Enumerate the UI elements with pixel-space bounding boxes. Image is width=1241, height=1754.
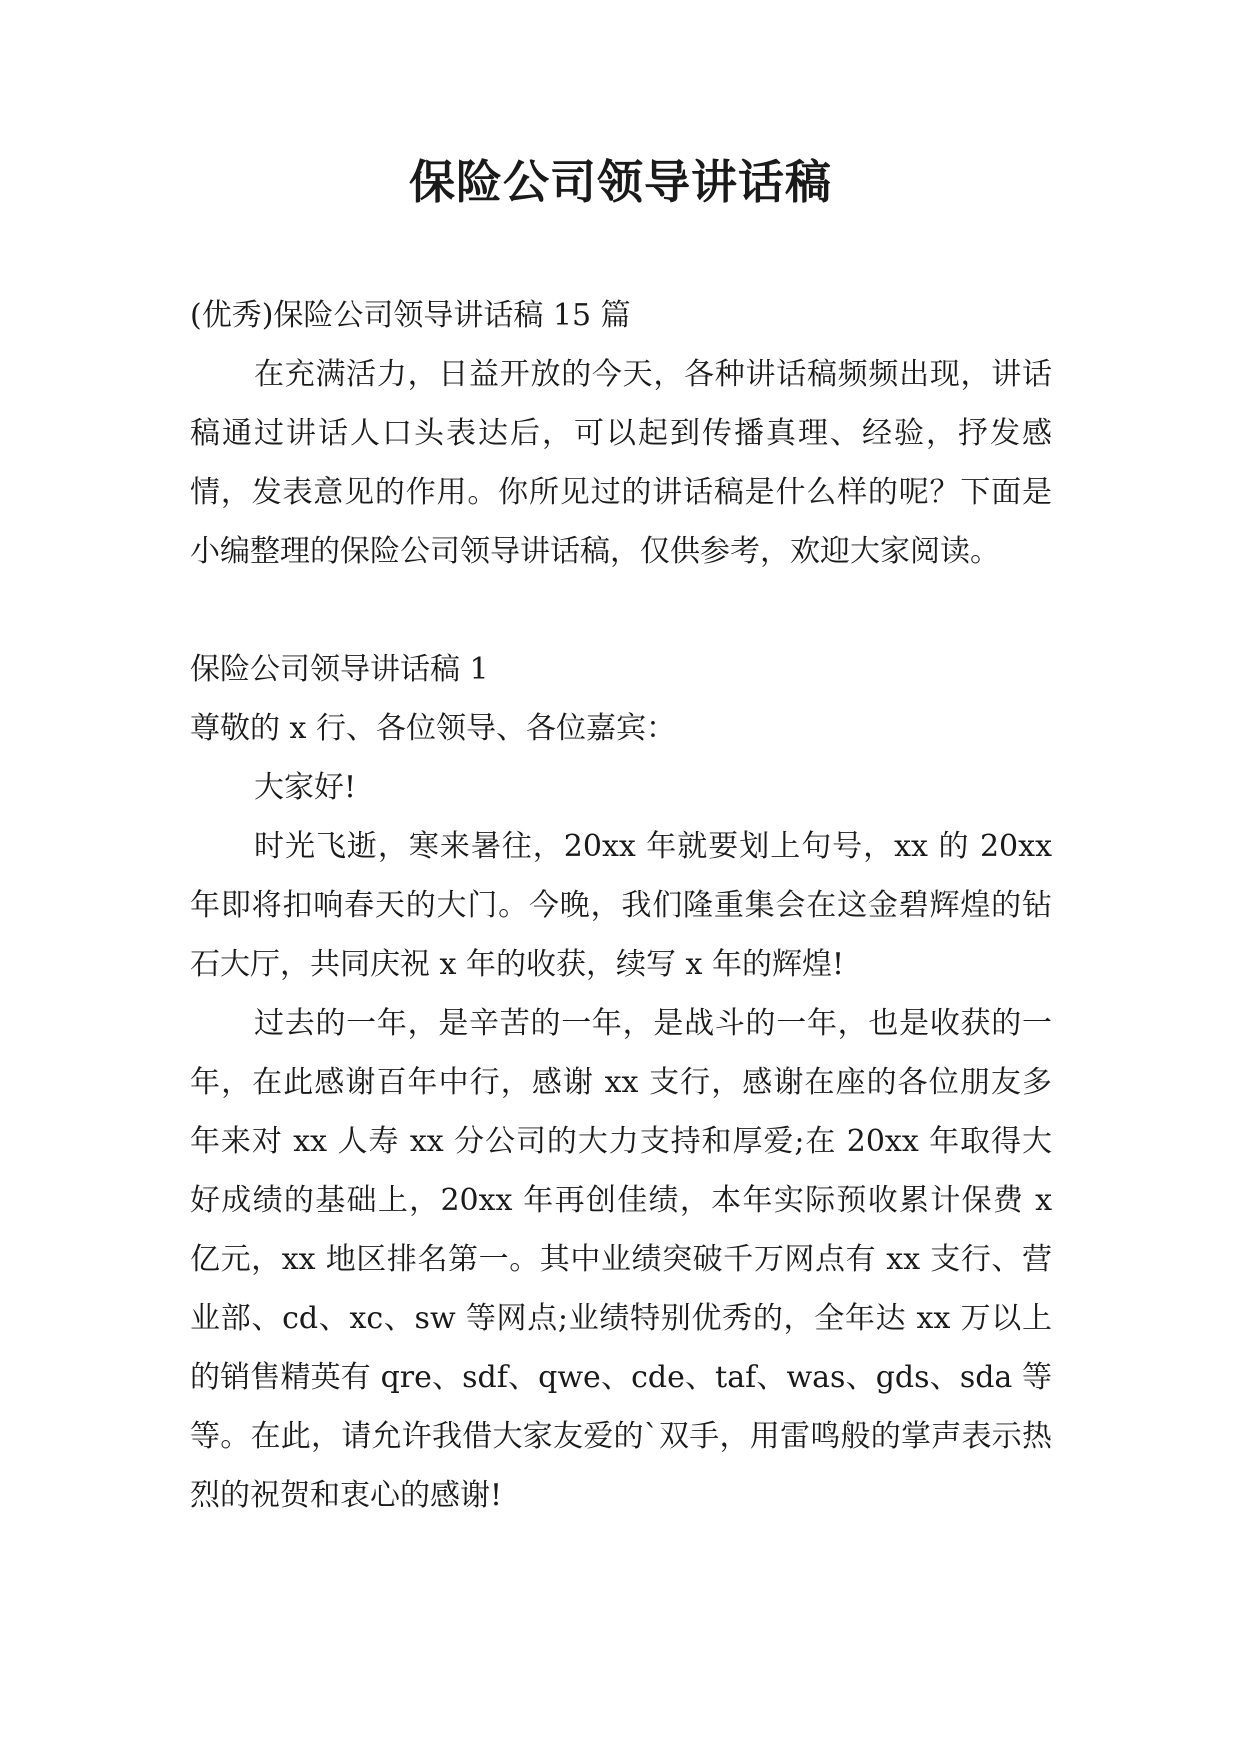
document-title: 保险公司领导讲话稿 xyxy=(409,155,832,209)
section-heading: 保险公司领导讲话稿 1 xyxy=(190,652,489,687)
document-body xyxy=(190,286,1052,1525)
salutation: 尊敬的 x 行、各位领导、各位嘉宾： xyxy=(190,711,676,746)
document-subtitle: (优秀)保险公司领导讲话稿 15 篇 xyxy=(190,298,631,333)
body-paragraph: 时光飞逝，寒来暑往，20xx 年就要划上句号，xx 的 20xx 年即将扣响春天的大门。今晚，我们隆重集会在这金碧辉煌的钻石大厅，共同庆祝 x 年的收获，续写 x 年的辉煌! xyxy=(190,829,1052,982)
body-paragraph: 过去的一年，是辛苦的一年，是战斗的一年，也是收获的一年，在此感谢百年中行，感谢 xx 支行，感谢在座的各位朋友多年来对 xx 人寿 xx 分公司的大力支持和厚爱;在 20xx 年取得大好成绩的基础上，20xx 年再创佳绩，本年实际预收累计保费 x 亿元，xx 地区排名第一。其中业绩突破千万网点有 xx 支行、营业部、cd、xc、sw 等网点;业绩特别优秀的，全年达 xx 万以上的销售精英有 qre、sdf、qwe、cde、taf、was、gds、sda 等等。在此，请允许我借大家友爱的`双手，用雷鸣般的掌声表示热烈的祝贺和衷心的感谢! xyxy=(190,1006,1052,1513)
intro-paragraph: 在充满活力，日益开放的今天，各种讲话稿频频出现，讲话稿通过讲话人口头表达后，可以起到传播真理、经验，抒发感情，发表意见的作用。你所见过的讲话稿是什么样的呢？下面是小编整理的保险公司领导讲话稿，仅供参考，欢迎大家阅读。 xyxy=(190,357,1052,569)
greeting: 大家好! xyxy=(254,770,357,805)
